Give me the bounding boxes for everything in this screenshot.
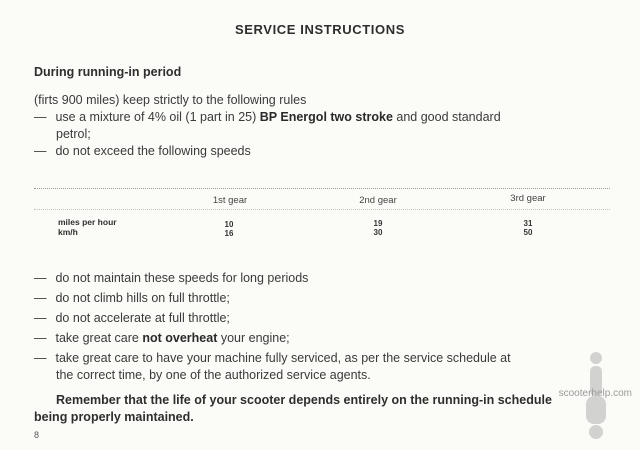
closing-note <box>34 392 552 426</box>
rule-continuation: petrol; <box>56 127 91 141</box>
rule-line <box>34 310 511 327</box>
section-subtitle: During running-in period <box>34 65 182 79</box>
mph-value: 10 <box>224 220 234 229</box>
mph-value: 19 <box>373 219 383 228</box>
dash: — <box>34 331 47 345</box>
rule-line <box>34 350 511 367</box>
kmh-value: 16 <box>224 229 234 238</box>
rule-bold: not overheat <box>142 331 218 345</box>
intro-line: (firts 900 miles) keep strictly to the following rules <box>34 93 307 107</box>
rule-text: take great care <box>55 331 139 345</box>
rule-line <box>34 270 511 287</box>
rule-bold: BP Energol two stroke <box>259 110 393 124</box>
rule-text: and good standard <box>396 110 501 124</box>
page-number: 8 <box>34 430 40 440</box>
row-label-kmh: km/h <box>58 227 78 237</box>
closing-line: Remember that the life of your scooter depends entirely on the running-in schedule <box>56 393 552 407</box>
kmh-value: 30 <box>373 228 383 237</box>
closing-line: being properly maintained. <box>34 410 194 424</box>
dash: — <box>34 110 47 124</box>
rule-continuation: the correct time, by one of the authorized service agents. <box>56 368 371 382</box>
rule-text: do not climb hills on full throttle; <box>55 291 230 305</box>
row-label-mph: miles per hour <box>58 217 117 227</box>
kmh-value: 50 <box>523 228 533 237</box>
gear-header: 2nd gear <box>359 195 397 206</box>
dash: — <box>34 351 47 365</box>
gear-header: 1st gear <box>212 195 248 206</box>
watermark-text: scooterhelp.com <box>558 388 632 399</box>
rules-after-block <box>34 270 511 384</box>
page-title: SERVICE INSTRUCTIONS <box>235 22 405 37</box>
dash: — <box>34 291 47 305</box>
mph-value: 31 <box>523 219 533 228</box>
rules-block <box>34 92 501 160</box>
table-top-rule <box>34 188 610 189</box>
rule-line <box>34 330 511 347</box>
dash: — <box>34 311 47 325</box>
rule-text: use a mixture of 4% oil (1 part in 25) <box>55 110 257 124</box>
dash: — <box>34 144 47 158</box>
rule-line <box>34 290 511 307</box>
rule-text: your engine; <box>220 331 290 345</box>
rule-text: do not exceed the following speeds <box>55 144 251 158</box>
rule-line <box>34 143 501 160</box>
rule-text: take great care to have your machine fully serviced, as per the service schedule at <box>55 351 511 365</box>
dash: — <box>34 271 47 285</box>
rule-text: do not maintain these speeds for long periods <box>55 271 309 285</box>
gear-header: 3rd gear <box>510 193 546 204</box>
table-header-rule <box>34 209 610 210</box>
rule-line <box>34 109 501 126</box>
rule-text: do not accelerate at full throttle; <box>55 311 230 325</box>
